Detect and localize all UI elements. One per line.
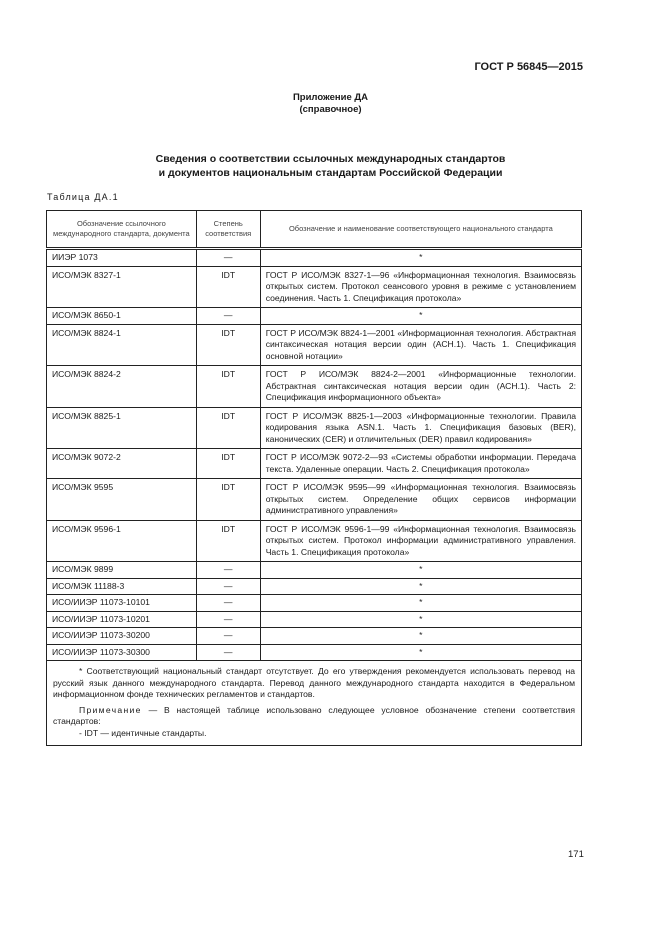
cell-national: ГОСТ Р ИСО/МЭК 9596-1—99 «Информационная технология. Взаимосвязь открытых систем. Протокол информации административного управления. Часть 1. Спецификация протокола» [260,520,581,562]
table-row [47,308,582,325]
column-header-degree: Степень соответствия [196,211,260,249]
table-row [47,595,582,612]
cell-degree: — [196,611,260,628]
page-title-line-1: Сведения о соответствии ссылочных международных стандартов [155,153,506,165]
table-row [47,520,582,562]
cell-national: * [260,628,581,645]
cell-national: ГОСТ Р ИСО/МЭК 8824-2—2001 «Информационные технологии. Абстрактная синтаксическая нотация версии один (АСН.1). Часть 2: Спецификация информационного объекта» [260,366,581,408]
table-row [47,562,582,579]
table-label: Таблица ДА.1 [47,192,119,202]
footnote-text: * Соответствующий национальный стандарт отсутствует. До его утверждения рекомендуется использовать перевод на русский язык данного международного стандарта. Перевод данного международного стандарта находится в Федеральном информационном фонде технических регламентов и стандартов. [53,666,575,699]
cell-reference: ИСО/МЭК 9899 [47,562,197,579]
cell-degree: — [196,595,260,612]
note-label: Примечание [79,704,142,715]
table-row [47,628,582,645]
annex-heading [0,92,661,116]
cell-reference: ИСО/ИИЭР 11073-30300 [47,644,197,661]
cell-degree: IDT [196,366,260,408]
column-header-national: Обозначение и наименование соответствующего национального стандарта [260,211,581,249]
table-row [47,266,582,308]
cell-national: ГОСТ Р ИСО/МЭК 8825-1—2003 «Информационные технологии. Правила кодирования языка ASN.1. Часть 1. Спецификация базовых (BER), канонических (CER) и отличительных (DER) правил кодирования» [260,407,581,449]
cell-reference: ИСО/МЭК 8650-1 [47,308,197,325]
cell-national: * [260,595,581,612]
cell-degree: — [196,644,260,661]
cell-national: * [260,611,581,628]
table-row [47,449,582,479]
correspondence-table [46,210,582,746]
cell-degree: IDT [196,324,260,366]
cell-national: ГОСТ Р ИСО/МЭК 9595—99 «Информационная технология. Взаимосвязь открытых систем. Определение общих сервисов информации административного управления» [260,479,581,521]
cell-reference: ИСО/МЭК 8824-1 [47,324,197,366]
annex-subtitle: (справочное) [299,104,362,115]
cell-national: ГОСТ Р ИСО/МЭК 8824-1—2001 «Информационная технология. Абстрактная синтаксическая нотация версии один (АСН.1). Часть 1. Спецификация основной нотации» [260,324,581,366]
page-number: 171 [568,849,584,860]
document-code: ГОСТ Р 56845—2015 [474,61,583,73]
note-item: - IDT — идентичные стандарты. [79,727,207,738]
cell-national: * [260,249,581,267]
cell-degree: — [196,249,260,267]
cell-reference: ИСО/ИИЭР 11073-30200 [47,628,197,645]
cell-reference: ИСО/МЭК 9596-1 [47,520,197,562]
cell-degree: — [196,562,260,579]
cell-degree: IDT [196,266,260,308]
annex-title: Приложение ДА [292,92,369,103]
table-row [47,249,582,267]
cell-reference: ИИЭР 1073 [47,249,197,267]
cell-national: * [260,308,581,325]
table-footnote-cell [47,661,582,746]
cell-reference: ИСО/МЭК 8825-1 [47,407,197,449]
page-title-line-2: и документов национальным стандартам Российской Федерации [158,167,503,179]
cell-reference: ИСО/МЭК 11188-3 [47,578,197,595]
column-header-reference: Обозначение ссылочного международного стандарта, документа [47,211,197,249]
cell-reference: ИСО/МЭК 8824-2 [47,366,197,408]
cell-degree: IDT [196,449,260,479]
note-text: — В настоящей таблице использовано следующее условное обозначение степени соответствия стандартов: [53,704,575,726]
table-footer-row [47,661,582,746]
table-row [47,578,582,595]
cell-reference: ИСО/МЭК 9595 [47,479,197,521]
cell-degree: IDT [196,479,260,521]
cell-degree: — [196,578,260,595]
cell-degree: — [196,308,260,325]
table-row [47,407,582,449]
cell-degree: IDT [196,520,260,562]
cell-national: ГОСТ Р ИСО/МЭК 8327-1—96 «Информационная технология. Взаимосвязь открытых систем. Протокол сеансового уровня в режиме с установлением соединения. Часть 1. Спецификация протокола» [260,266,581,308]
cell-reference: ИСО/МЭК 8327-1 [47,266,197,308]
cell-reference: ИСО/ИИЭР 11073-10201 [47,611,197,628]
table-row [47,644,582,661]
note-paragraph [53,705,575,728]
cell-reference: ИСО/МЭК 9072-2 [47,449,197,479]
cell-reference: ИСО/ИИЭР 11073-10101 [47,595,197,612]
page-title [0,152,661,180]
table-row [47,324,582,366]
table-header-row [47,211,582,249]
cell-national: ГОСТ Р ИСО/МЭК 9072-2—93 «Системы обработки информации. Передача текста. Удаленные операции. Часть 2. Спецификация протокола» [260,449,581,479]
cell-degree: — [196,628,260,645]
table-row [47,479,582,521]
cell-national: * [260,644,581,661]
table-row [47,366,582,408]
table-row [47,611,582,628]
cell-degree: IDT [196,407,260,449]
cell-national: * [260,562,581,579]
cell-national: * [260,578,581,595]
